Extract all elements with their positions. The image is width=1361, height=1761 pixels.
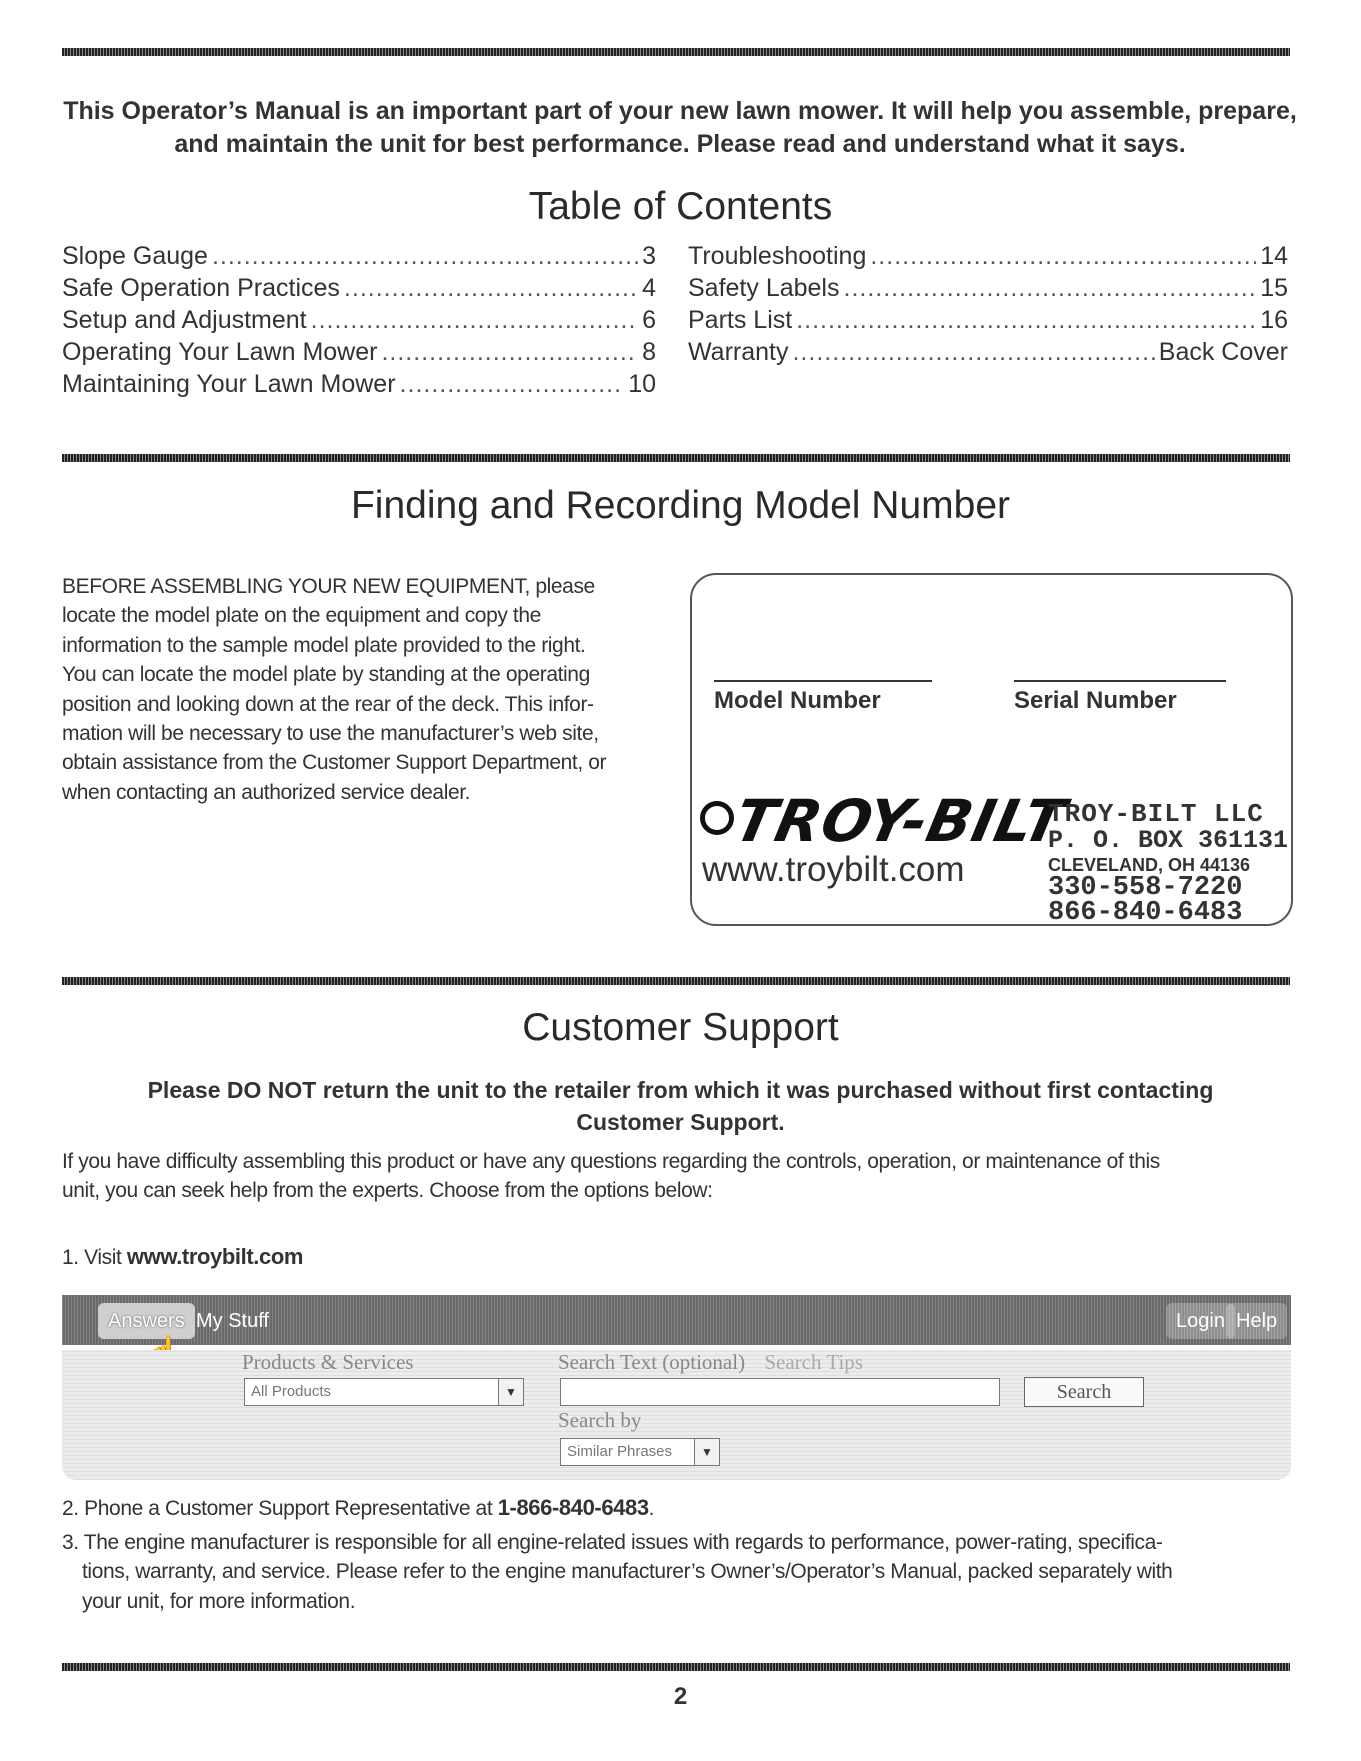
company-phone-1: 330-558-7220 [1048, 873, 1243, 903]
company-po-box: P. O. BOX 361131 [1048, 826, 1289, 855]
toc-entry[interactable]: Warranty ..... Back Cover [688, 336, 1288, 368]
support-item-1: 1. Visit www.troybilt.com [62, 1244, 304, 1269]
toc-right [688, 240, 1288, 368]
site-search-panel [62, 1350, 1291, 1480]
section-rule [62, 977, 1290, 985]
search-button[interactable]: Search [1024, 1377, 1144, 1407]
company-name: TROY-BILT LLC [1048, 799, 1264, 829]
section-rule [62, 454, 1290, 462]
toc-entry[interactable]: Slope Gauge ..... 3 [62, 240, 656, 272]
top-rule [62, 48, 1290, 56]
chevron-down-icon: ▼ [498, 1379, 523, 1405]
chevron-down-icon: ▼ [694, 1439, 719, 1465]
brand-url: www.troybilt.com [702, 850, 965, 889]
toc-entry[interactable]: Parts List ..... 16 [688, 304, 1288, 336]
products-label: Products & Services [242, 1350, 414, 1374]
toc-entry[interactable]: Setup and Adjustment ..... 6 [62, 304, 656, 336]
company-phone-2: 866-840-6483 [1048, 898, 1243, 928]
search-tips-link[interactable]: Search Tips [764, 1350, 863, 1374]
page-number: 2 [673, 1683, 688, 1710]
brand-logo: TROY-BILT [728, 787, 1072, 855]
brand-logo-circle-icon [700, 801, 734, 835]
bottom-rule [62, 1663, 1290, 1671]
support-phone[interactable]: 1-866-840-6483 [497, 1495, 649, 1520]
model-number-line [714, 680, 932, 682]
toc-title: Table of Contents [528, 185, 833, 228]
model-plate [690, 573, 1293, 926]
site-nav-bar [62, 1295, 1291, 1345]
tab-my-stuff[interactable]: My Stuff [196, 1310, 269, 1332]
serial-number-line [1014, 680, 1226, 682]
search-input[interactable] [560, 1378, 1000, 1406]
support-warning: Please DO NOT return the unit to the retailer from which it was purchased without first contacting Customer Support. [147, 1077, 1214, 1135]
serial-number-label: Serial Number [1014, 687, 1177, 714]
toc-entry[interactable]: Safety Labels ..... 15 [688, 272, 1288, 304]
toc-entry[interactable]: Troubleshooting ..... 14 [688, 240, 1288, 272]
model-section-title: Finding and Recording Model Number [350, 484, 1011, 527]
toc-entry[interactable]: Operating Your Lawn Mower ..... 8 [62, 336, 656, 368]
search-by-label: Search by [558, 1408, 642, 1432]
products-select[interactable]: All Products ▼ [244, 1378, 524, 1406]
tab-answers[interactable]: Answers [98, 1303, 195, 1339]
website-link[interactable]: www.troybilt.com [126, 1244, 304, 1269]
support-intro: If you have difficulty assembling this product or have any questions regarding the controls, operation, or maintenance of this unit, you can seek help from the experts. Choose from the options below: [62, 1150, 1160, 1203]
company-city: CLEVELAND, OH 44136 [1048, 855, 1251, 875]
help-link[interactable]: Help [1226, 1303, 1287, 1339]
toc-left [62, 240, 656, 400]
support-item-2: 2. Phone a Customer Support Representative at 1-866-840-6483. [62, 1495, 655, 1520]
login-link[interactable]: Login [1166, 1303, 1235, 1339]
support-item-3: 3. The engine manufacturer is responsible for all engine-related issues with regards to performance, power-rating, specifica- tions, warranty, and service. Please refer to the engine manufacturer’s Owner’s/Operator’s Manual, packed separately with your unit, for more information. [62, 1531, 1173, 1613]
model-number-label: Model Number [714, 687, 881, 714]
toc-entry[interactable]: Maintaining Your Lawn Mower ..... 10 [62, 368, 656, 400]
intro-text: This Operator’s Manual is an important part of your new lawn mower. It will help you assemble, prepare, and maintain the unit for best performance. Please read and understand what it says. [63, 97, 1297, 158]
search-text-label: Search Text (optional) Search Tips [558, 1350, 863, 1374]
website-screenshot [62, 1295, 1291, 1485]
support-title: Customer Support [522, 1006, 839, 1049]
search-by-select[interactable]: Similar Phrases ▼ [560, 1438, 720, 1466]
toc-entry[interactable]: Safe Operation Practices ..... 4 [62, 272, 656, 304]
model-instructions: BEFORE ASSEMBLING YOUR NEW EQUIPMENT, please locate the model plate on the equipment and copy the information to the sample model plate provided to the right. You can locate the model plate by standing at the operating position and looking down at the rear of the deck. This infor- mation will be necessary to use the manufacturer’s web site, obtain assistance from the Customer Support Department, or when contacting an authorized service dealer. [62, 575, 607, 804]
